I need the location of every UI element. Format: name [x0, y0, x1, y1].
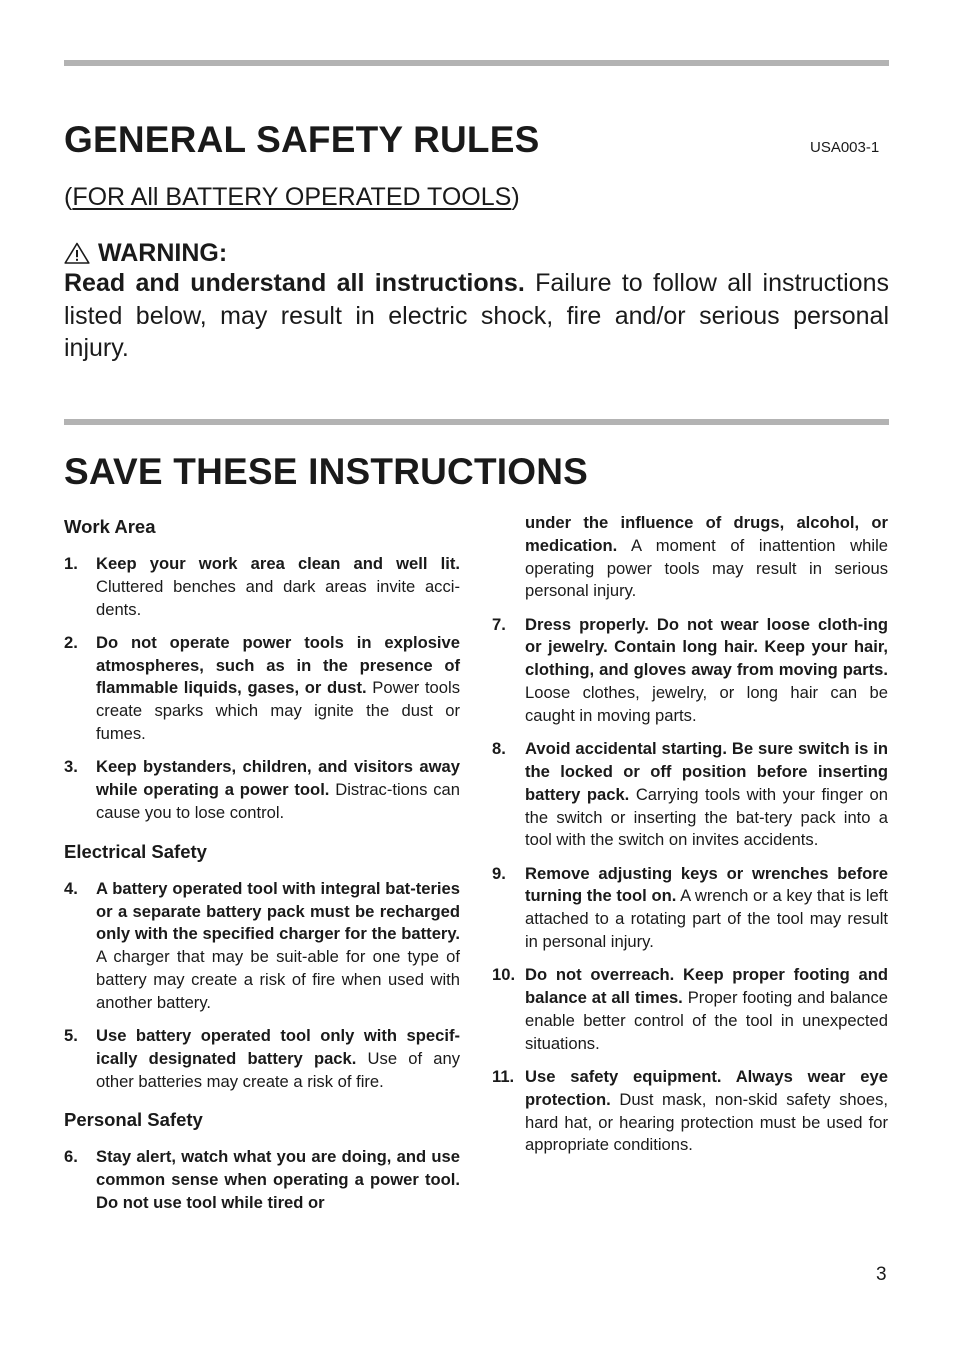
list-item [64, 1025, 460, 1093]
item-number: 1. [64, 554, 78, 573]
item-bold: Do not overreach. Keep proper footing and balance at all times. [525, 965, 888, 1008]
list-item [492, 964, 888, 1055]
document-code: USA003-1 [810, 139, 880, 156]
item-bold: Keep your work area clean and well lit. [96, 554, 460, 573]
subtitle-open-paren: ( [64, 183, 73, 211]
top-divider [64, 60, 889, 66]
item-bold: Remove adjusting keys or wrenches before turning the tool on. [525, 863, 888, 906]
item-bold: Stay alert, watch what you are doing, and use common sense when operating a power tool. Do not use tool while tired or [96, 1147, 460, 1213]
item-text: Distrac-tions can cause you to lose control. [96, 780, 460, 822]
item-number: 9. [492, 863, 506, 883]
item-text: A moment of inattention while operating power tools may result in serious personal injury. [525, 535, 888, 601]
item-bold: Do not operate power tools in explosive atmospheres, such as in the presence of flammable liquids, gases, or dust. [96, 632, 460, 698]
item-text: Use of any other batteries may create a risk of fire. [96, 1048, 460, 1091]
list-item [64, 632, 460, 746]
list-item [64, 1146, 460, 1214]
item-number: 11. [492, 1067, 515, 1087]
section-work-area: Work Area [64, 516, 156, 537]
item-number: 6. [64, 1147, 78, 1167]
warning-text [64, 267, 889, 365]
item-bold: Use battery operated tool only with specif-ically designated battery pack. [96, 1026, 460, 1068]
item-number: 5. [64, 1026, 78, 1046]
list-item-continued [492, 512, 888, 603]
item-text: Cluttered benches and dark areas invite acci-dents. [96, 576, 460, 619]
list-item [64, 878, 460, 1015]
save-instructions-title: SAVE THESE INSTRUCTIONS [64, 451, 589, 492]
warning-triangle-icon [64, 242, 90, 264]
section-electrical-safety: Electrical Safety [64, 840, 207, 862]
item-number: 2. [64, 632, 78, 652]
item-number: 3. [64, 757, 78, 777]
subtitle-close-paren: ) [511, 183, 520, 211]
item-bold: Avoid accidental starting. Be sure switch is in the locked or off position before inserting battery pack. [525, 739, 888, 804]
item-text: Power tools create sparks which may ignite the dust or fumes. [96, 678, 460, 744]
subtitle-text: FOR All BATTERY OPERATED TOOLS [72, 183, 512, 211]
item-text: Proper footing and balance enable better control of the tool in unexpected situations. [525, 988, 888, 1053]
list-item [492, 863, 888, 954]
item-number: 4. [64, 878, 78, 898]
page-title: GENERAL SAFETY RULES [64, 119, 540, 160]
item-bold: Keep bystanders, children, and visitors away while operating a power tool. [96, 757, 460, 800]
item-bold: under the influence of drugs, alcohol, or medication. [525, 513, 888, 555]
right-column [492, 512, 888, 1168]
item-text: A wrench or a key that is left attached to a rotating part of the tool may result in personal injury. [525, 886, 888, 952]
item-text: Loose clothes, jewelry, or long hair can be caught in moving parts. [525, 683, 888, 725]
page-number: 3 [876, 1264, 887, 1285]
item-number: 8. [492, 739, 506, 759]
warning-heading [64, 238, 227, 268]
list-item [64, 756, 460, 824]
item-bold: Use safety equipment. Always wear eye protection. [525, 1067, 888, 1109]
list-item [64, 553, 460, 621]
section-personal-safety: Personal Safety [64, 1109, 203, 1131]
list-item [492, 738, 888, 852]
item-bold: Dress properly. Do not wear loose cloth-ing or jewelry. Contain long hair. Keep your hair, clothing, and gloves away from moving parts. [525, 614, 888, 680]
middle-divider [64, 419, 889, 425]
subtitle [64, 182, 520, 212]
list-item [492, 1066, 888, 1157]
item-text: Carrying tools with your finger on the switch or inserting the bat-tery pack into a tool with the switch on invites accidents. [525, 784, 888, 850]
item-bold: A battery operated tool with integral bat-teries or a separate battery pack must be recharged only with the specified charger for the battery. [96, 878, 460, 944]
item-number: 7. [492, 614, 506, 634]
warning-lead: Read and understand all instructions. [64, 269, 525, 297]
list-item [492, 614, 888, 728]
warning-label: WARNING: [98, 239, 228, 267]
left-column [64, 512, 460, 1225]
item-number: 10. [492, 965, 516, 985]
item-text: Dust mask, non-skid safety shoes, hard hat, or hearing protection must be used for appropriate conditions. [525, 1089, 888, 1155]
warning-body: Failure to follow all instructions listed below, may result in electric shock, fire and/or serious personal injury. [64, 269, 889, 362]
item-text: A charger that may be suit-able for one type of battery may create a risk of fire when used with another battery. [96, 947, 460, 1012]
